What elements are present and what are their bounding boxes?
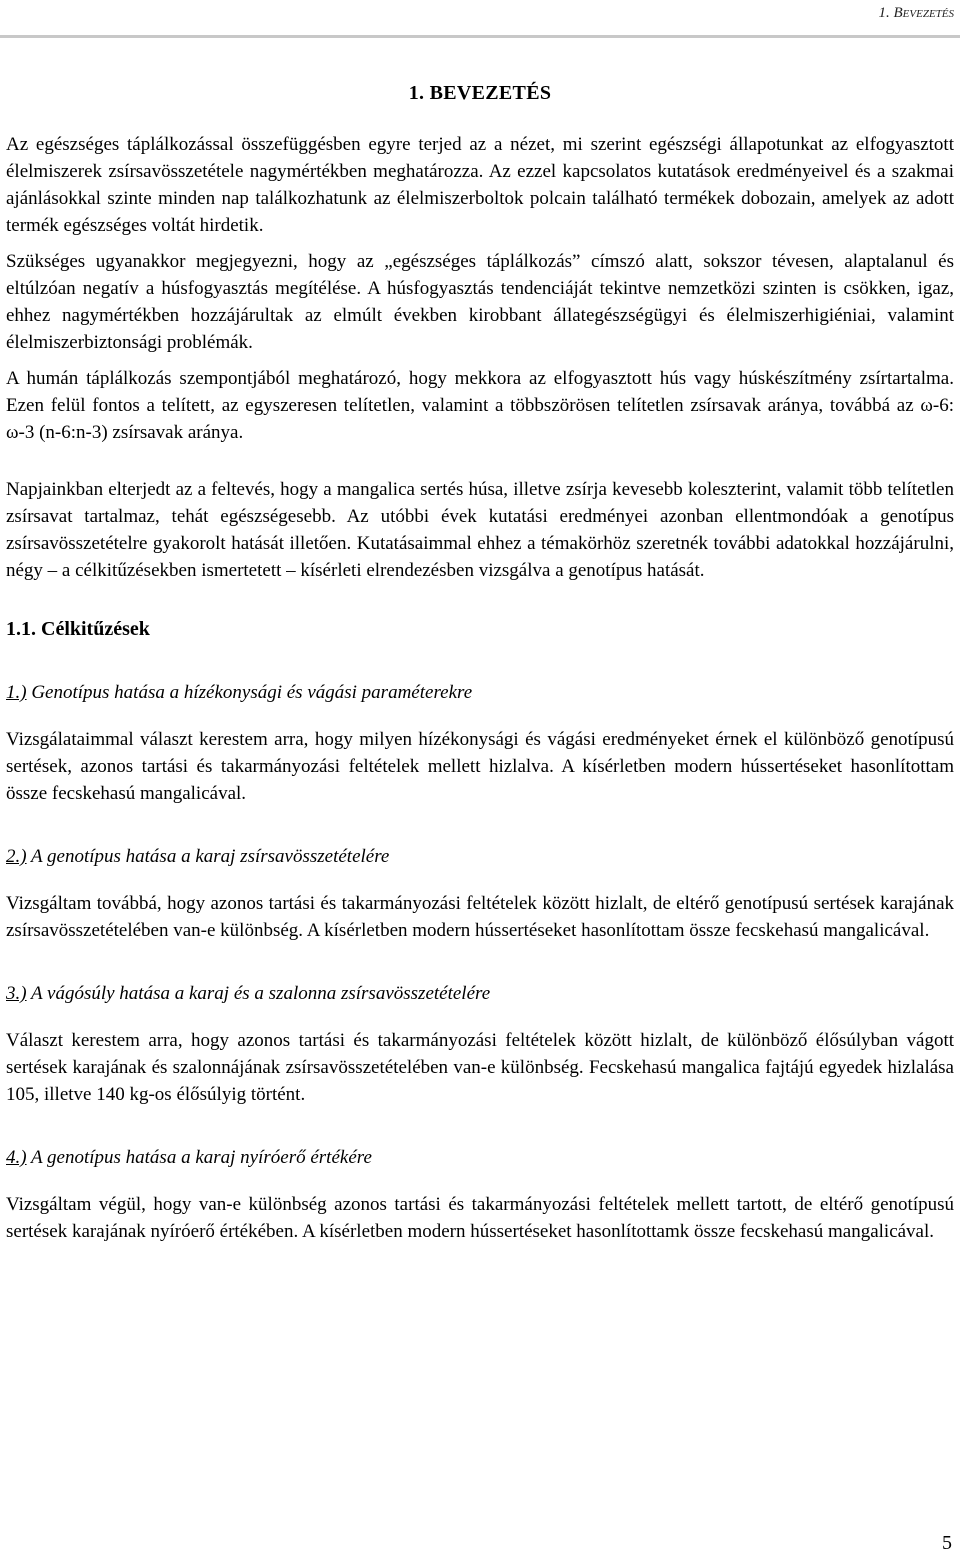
objective-3-text: Választ kerestem arra, hogy azonos tartási és takarmányozási feltételek között hizlalt, de különböző élősúlyban vágott sertések karajának és szalonnájának zsírsavösszetételében van-e különbség. Fecskehasú mangalica fajtájú egyedek hizlalása 105, illetve 140 kg-os élősúlyig történt. [6,1030,954,1105]
intro-paragraph-3: A humán táplálkozás szempontjából meghatározó, hogy mekkora az elfogyasztott hús vagy húskészítmény zsírtartalma. Ezen felül fontos a telített, az egyszeresen telítetlen, valamint a többszörösen telítetlen zsírsavak aránya, továbbá az ω-6: ω-3 (n-6:n-3) zsírsavak aránya. [6,368,954,443]
section-title: 1.1. Célkitűzések [6,618,150,640]
objective-3-title [6,980,954,1007]
objective-1-number: 1.) [6,682,27,703]
objective-2-number: 2.) [6,846,27,867]
objective-2-title [6,843,954,870]
objective-1-title [6,679,954,706]
intro-paragraph-1: Az egészséges táplálkozással összefüggésben egyre terjed az a nézet, mi szerint egészségi állapotunkat az elfogyasztott élelmiszerek zsírsavösszetétele nagymértékben meghatározza. Az ezzel kapcsolatos kutatások eredményeivel és a szakmai ajánlásokkal szinte minden nap találkozhatunk az élelmiszerboltok polcain található termékek dobozain, amelyek az adott termék egészséges voltát hirdetik. [6,134,954,236]
page-content [6,80,954,1254]
running-head [879,5,955,22]
objective-4-text: Vizsgáltam végül, hogy van-e különbség azonos tartási és takarmányozási feltételek mellett tartott, de eltérő genotípusú sertések karajának nyíróerő értékében. A kísérletben modern hússertéseket hasonlítottamk össze fecskehasú mangalicával. [6,1194,954,1242]
objective-1-text: Vizsgálataimmal választ kerestem arra, hogy milyen hízékonysági és vágási eredményeket érnek el különböző genotípusú sertések, azonos tartási és takarmányozási feltételek mellett hizlalva. A kísérletben modern hússertéseket hasonlítottam össze fecskehasú mangalicával. [6,729,954,804]
objective-1-heading: Genotípus hatása a hízékonysági és vágási paraméterekre [31,682,473,703]
header-rule [0,35,960,38]
running-head-title: Bevezetés [893,5,954,21]
objective-3-number: 3.) [6,983,27,1004]
objective-2-text: Vizsgáltam továbbá, hogy azonos tartási és takarmányozási feltételek között hizlalt, de eltérő genotípusú sertések karajának zsírsavösszetételében van-e különbség. A kísérletben modern hússertéseket hasonlítottam össze fecskehasú mangalicával. [6,893,954,941]
objective-3-heading: A vágósúly hatása a karaj és a szalonna zsírsavösszetételére [31,983,491,1004]
objective-4-title [6,1144,954,1171]
objective-4-number: 4.) [6,1147,27,1168]
running-head-number: 1. [878,5,890,21]
intro-paragraph-2: Szükséges ugyanakkor megjegyezni, hogy az „egészséges táplálkozás” címszó alatt, sokszor tévesen, alaptalanul és eltúlzóan negatív a húsfogyasztás megítélése. A húsfogyasztás tendenciáját tekintve nemzetközi szinten is csökken, igaz, ehhez nagymértékben hozzájárultak az elmúlt években kirobbant állategészségügyi és élelmiszerhigiéniai, valamint élelmiszerbiztonsági problémák. [6,251,954,353]
objective-2-heading: A genotípus hatása a karaj zsírsavösszetételére [31,846,390,867]
chapter-title: 1. BEVEZETÉS [408,82,552,104]
intro-paragraph-4: Napjainkban elterjedt az a feltevés, hogy a mangalica sertés húsa, illetve zsírja kevesebb koleszterint, valamit több telítetlen zsírsavat tartalmaz, tehát egészségesebb. Az utóbbi évek kutatási eredményei azonban ellentmondóak a genotípus zsírsavösszetételre gyakorolt hatását illetően. Kutatásaimmal ehhez a témakörhöz szeretnék további adatokkal hozzájárulni, négy – a célkitűzésekben ismertetett – kísérleti elrendezésben vizsgálva a genotípus hatását. [6,479,954,581]
page-number: 5 [942,1532,952,1554]
objective-4-heading: A genotípus hatása a karaj nyíróerő értékére [31,1147,372,1168]
